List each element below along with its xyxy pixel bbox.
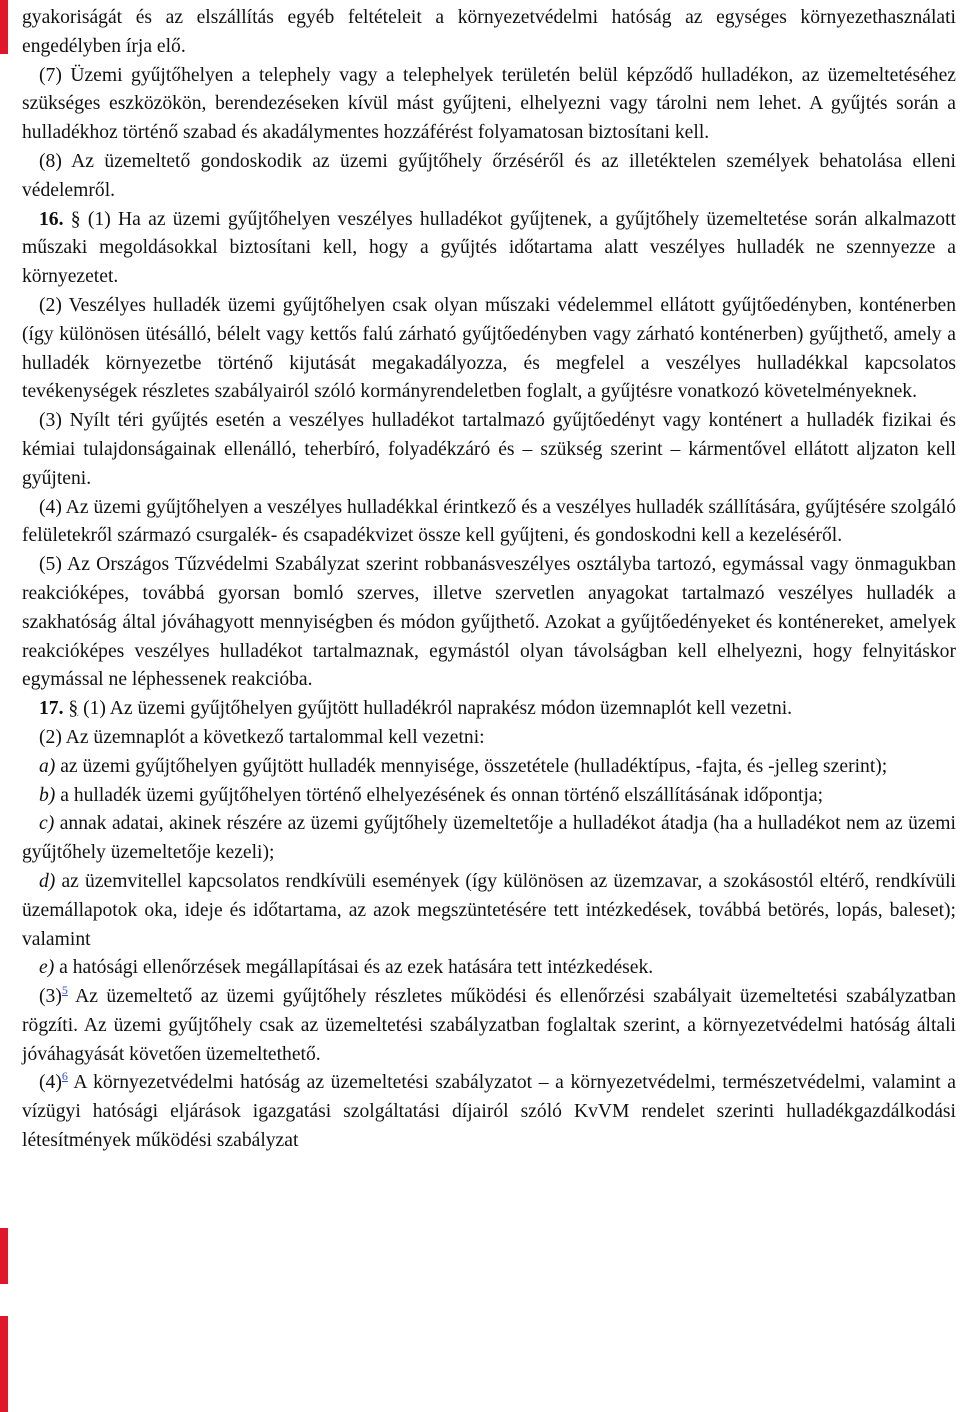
paragraph: gyakoriságát és az elszállítás egyéb feltételeit a környezetvédelmi hatóság az egységes környezethasználati engedélyben írja elő. <box>22 7 956 57</box>
change-bar <box>0 1228 8 1284</box>
paragraph: (7) Üzemi gyűjtőhelyen a telephely vagy a telephelyek területén belül képződő hulladékon, az üzemeltetéséhez szükséges eszközökön, berendezéseken kívül mást gyűjteni, elhelyezni vagy tárolni nem lehet. A gyűjtés során a hulladékhoz történő szabad és akadálymentes hozzáférést folyamatosan biztosítani kell. <box>22 64 956 144</box>
footnote-link[interactable]: 5 <box>61 983 68 998</box>
list-item <box>22 753 956 782</box>
list-text: a hatósági ellenőrzések megállapításai és az ezek hatására tett intézkedések. <box>54 957 654 979</box>
list-text: annak adatai, akinek részére az üzemi gyűjtőhely üzemeltetője a hulladékot átadja (ha a hulladékot nem az üzemi gyűjtőhely üzemeltetője kezeli); <box>22 813 956 864</box>
section-text: (1) Ha az üzemi gyűjtőhelyen veszélyes hulladékot gyűjtenek, a gyűjtőhely üzemeltetése során alkalmazott műszaki megoldásokkal biztosítani kell, hogy a gyűjtés időtartama alatt veszélyes hulladék ne szennyezze a környezetet. <box>22 208 956 288</box>
paragraph: (2) Az üzemnaplót a következő tartalommal kell vezetni: <box>39 726 485 748</box>
list-item <box>22 782 956 811</box>
section-number: 17. <box>39 698 64 720</box>
list-marker: d) <box>39 870 56 892</box>
change-bar <box>0 0 8 54</box>
paragraph <box>22 1069 956 1155</box>
section-number: 16. <box>39 208 64 230</box>
paragraph: (8) Az üzemeltető gondoskodik az üzemi gyűjtőhely őrzéséről és az illetéktelen személyek behatolása elleni védelemről. <box>22 150 956 201</box>
paragraph: (2) Veszélyes hulladék üzemi gyűjtőhelyen csak olyan műszaki védelemmel ellátott gyűjtőedényben, konténerben (így különösen ütésálló, bélelt vagy kettős falú zárható gyűjtőedényben vagy zárható konténerben) gyűjthető, amely a hulladék környezetbe történő kijutását megakadályozza, és megfelel a veszélyes hulladékkal kapcsolatos tevékenységek részletes szabályairól szóló kormányrendeletben foglalt, a gyűjtésre vonatkozó követelményeknek. <box>22 294 956 403</box>
paragraph-text: A környezetvédelmi hatóság az üzemeltetési szabályzatot – a környezetvédelmi, természetvédelmi, valamint a vízügyi hatósági eljárások igazgatási szolgáltatási díjairól szóló KvVM rendelet szerinti hulladékgazdálkodási létesítmények működési szabályzat <box>22 1072 956 1152</box>
list-text: a hulladék üzemi gyűjtőhelyen történő elhelyezésének és onnan történő elszállításának időpontja; <box>55 784 824 806</box>
paragraph-text: Az üzemeltető az üzemi gyűjtőhely részletes működési és ellenőrzési szabályait üzemeltetési szabályzatban rögzíti. Az üzemi gyűjtőhely csak az üzemeltetési szabályzatban foglaltak szerint, a környezetvédelmi hatóság általi jóváhagyását követően üzemeltethető. <box>22 986 956 1065</box>
list-marker: a) <box>39 755 56 777</box>
list-text: az üzemvitellel kapcsolatos rendkívüli események (így különösen az üzemzavar, a szokásostól eltérő, rendkívüli üzemállapotok oka, ideje és időtartama, az azok megszüntetésére tett intézkedések, továbbá betörés, lopás, baleset); valamint <box>22 870 956 950</box>
document-page <box>22 4 956 1156</box>
section-text: (1) Az üzemi gyűjtőhelyen gyűjtött hulladékról naprakész módon üzemnaplót kell vezetni. <box>78 698 793 720</box>
list-text: az üzemi gyűjtőhelyen gyűjtött hulladék mennyisége, összetétele (hulladéktípus, -fajta, és -jelleg szerint); <box>55 755 888 777</box>
paragraph: (3) Nyílt téri gyűjtés esetén a veszélyes hulladékot tartalmazó gyűjtőedényt vagy konténert a hulladék fizikai és kémiai tulajdonságainak ellenálló, teherbíró, folyadékzáró és – szükség szerint – kármentővel ellátott aljzaton kell gyűjteni. <box>22 410 956 489</box>
paragraph: (5) Az Országos Tűzvédelmi Szabályzat szerint robbanásveszélyes osztályba tartozó, egymással vagy önmagukban reakcióképes, továbbá gyorsan bomló szerves, illetve szervetlen anyagokat tartalmazó veszélyes hulladék a szakhatóság által jóváhagyott mennyiségben és módon gyűjthető. Azokat a gyűjtőedényeket és konténereket, amelyek reakcióképes veszélyes hulladékot tartalmaznak, egymástól olyan távolságban kell elhelyezni, hogy felnyitáskor egymással ne léphessenek reakcióba. <box>22 554 956 691</box>
section-symbol: § <box>70 208 81 230</box>
list-item <box>22 954 956 983</box>
section-symbol: § <box>68 698 79 720</box>
list-marker: c) <box>39 813 55 835</box>
list-item <box>22 810 956 868</box>
change-bar <box>0 1316 8 1412</box>
paragraph: (4) Az üzemi gyűjtőhelyen a veszélyes hulladékkal érintkező és a veszélyes hulladék szállítására, gyűjtésére szolgáló felületekről származó csurgalék- és csapadékvizet össze kell gyűjteni, és gondoskodni kell a kezeléséről. <box>22 496 956 547</box>
footnote-link[interactable]: 6 <box>61 1069 68 1084</box>
section-16 <box>22 206 956 292</box>
list-marker: b) <box>39 784 56 806</box>
paragraph-lead: (3) <box>39 986 62 1008</box>
list-item <box>22 868 956 954</box>
paragraph-lead: (4) <box>39 1072 62 1094</box>
paragraph <box>22 983 956 1069</box>
list-marker: e) <box>39 957 55 979</box>
section-17 <box>22 695 956 724</box>
